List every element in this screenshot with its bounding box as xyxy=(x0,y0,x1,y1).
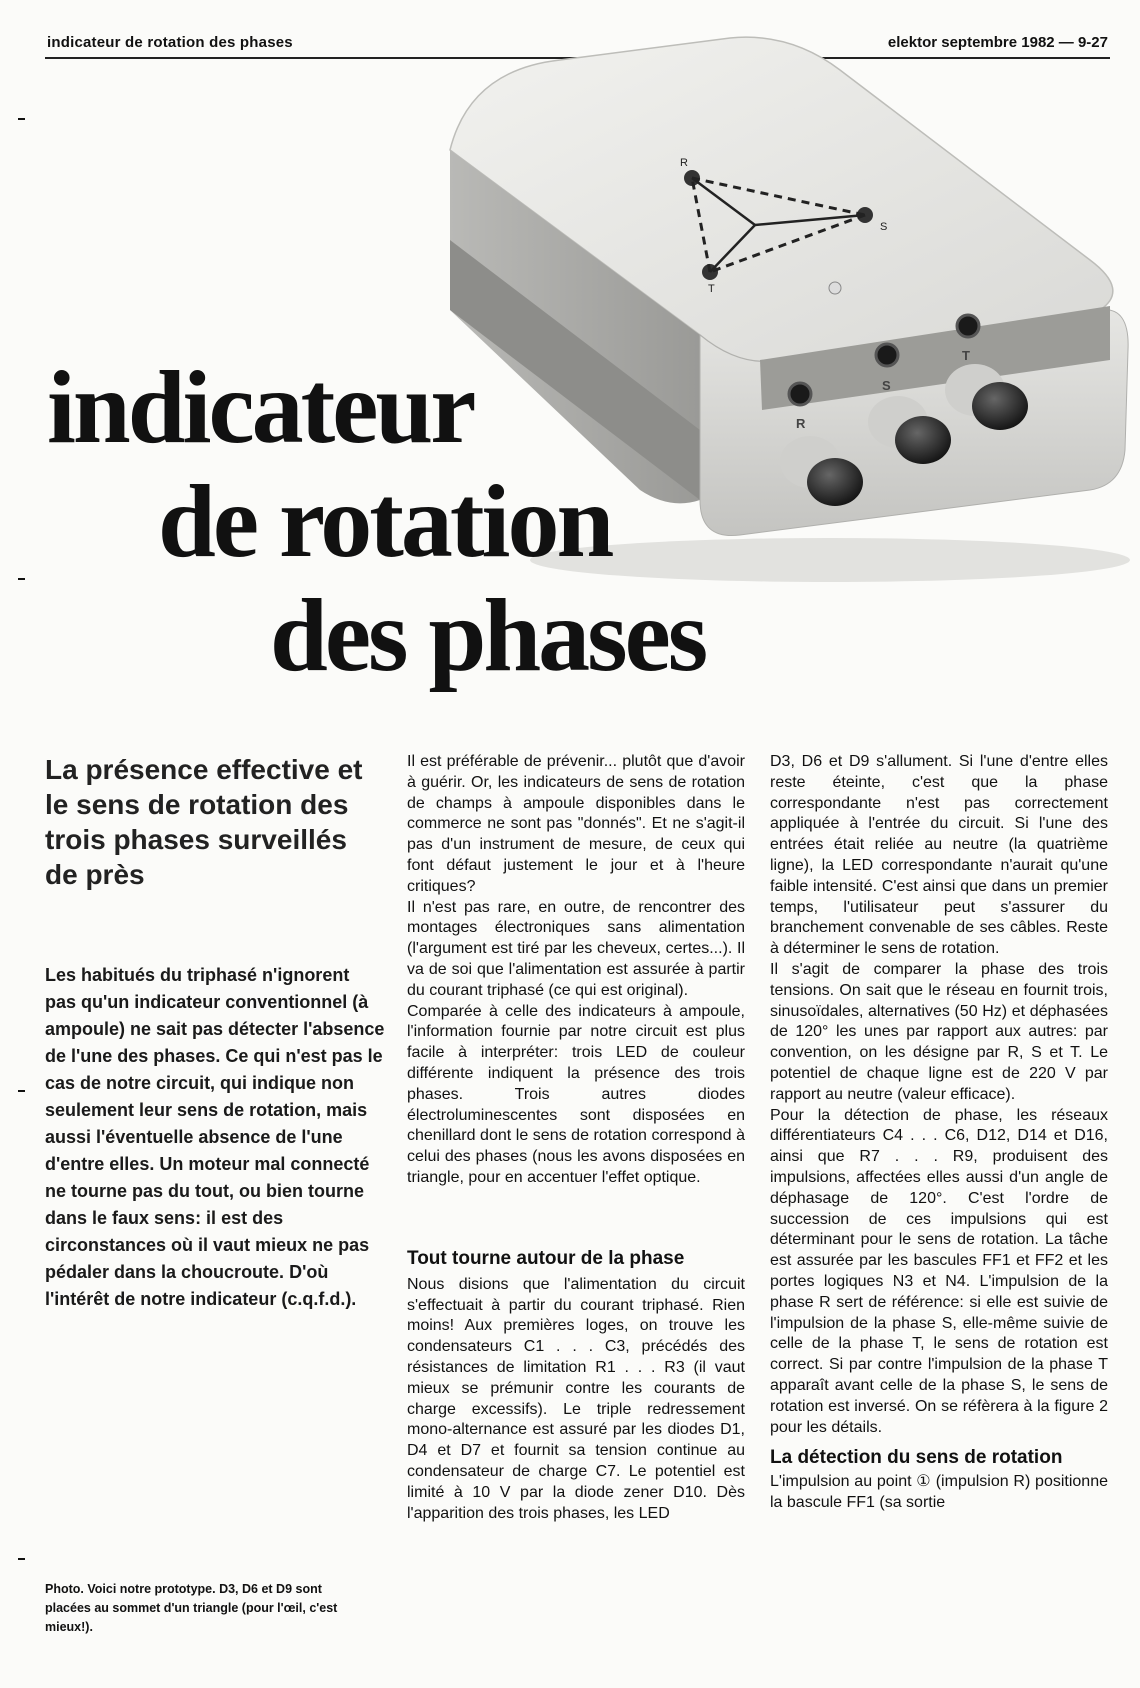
panel-label-s: S xyxy=(882,378,891,393)
subtitle: La présence effective et le sens de rotation des trois phases surveillés de près xyxy=(45,754,363,890)
section-heading: La détection du sens de rotation xyxy=(770,1447,1063,1469)
margin-mark xyxy=(18,578,25,580)
title-line-1: indicateur xyxy=(47,350,474,465)
paragraph: D3, D6 et D9 s'allument. Si l'une d'entre elles reste éteinte, c'est que la phase correspondante n'est pas correctement appliquée à l'entrée du circuit. Si l'une des entrées était reliée au neutre (la quatrième ligne), la LED correspondante n'aurait qu'une faible intensité. C'est ainsi que dans un premier temps, l'utilisateur peut s'assurer du branchement convenable de ses câbles. Reste à déterminer le sens de rotation. xyxy=(770,753,1108,958)
led-s-icon xyxy=(876,344,898,366)
led-t-icon xyxy=(957,315,979,337)
body-column-2 xyxy=(407,752,745,1524)
section-heading: Tout tourne autour de la phase xyxy=(407,1247,685,1269)
photo-caption: Photo. Voici notre prototype. D3, D6 et D9 sont placées au sommet d'un triangle (pour l'œil, c'est mieux!). xyxy=(45,1582,338,1634)
top-label-t: T xyxy=(708,283,715,295)
paragraph: Il est préférable de prévenir... plutôt que d'avoir à guérir. Or, les indicateurs de sens de rotation de champs à ampoule disponibles dans le commerce ne sont pas "donnés". Et ne s'agit-il pas d'un instrument de mesure, de ceux qui font défaut justement le jour et à l'heure critiques? xyxy=(407,753,745,895)
title-line-3: des phases xyxy=(270,578,706,693)
paragraph: Il n'est pas rare, en outre, de rencontrer des montages électroniques sans alimentation (l'argument est tiré par les cheveux, certes...). Il va de soi que l'alimentation est assurée à partir du courant triphasé (ce qui est original). xyxy=(407,898,745,999)
panel-label-r: R xyxy=(796,416,806,431)
running-header-issue: elektor septembre 1982 — 9-27 xyxy=(887,34,1108,51)
paragraph: Pour la détection de phase, les réseaux différentiateurs C4 . . . C6, D12, D14 et D16, ainsi que R7 . . . R9, produisent des impulsions, affectées elles aussi d'un angle de déphasage de 120°. C'est l'ordre de succession de ces impulsions qui est déterminant pour le sens de rotation. La tâche est assurée par les bascules FF1 et FF2 et les portes logiques N3 et N4. L'impulsion de la phase R sert de référence: si elle est suivie de l'impulsion de la phase S, elle-même suivie de celle de la phase T, le sens de rotation est correct. Si par contre l'impulsion de la phase T apparaît avant celle de la phase S, le sens de rotation est inversé. On se réfèrera à la figure 2 pour les détails. xyxy=(770,1106,1108,1436)
margin-mark xyxy=(18,1090,25,1092)
top-label-r: R xyxy=(680,157,688,169)
paragraph: Comparée à celle des indicateurs à ampoule, l'information fournie par notre circuit est plus facile à interpréter: trois LED de couleur différente indiquent la présence des trois phases. Trois autres diodes électroluminescentes sont disposées en chenillard dont le sens de rotation correspond à celui des phases (nous les avons disposées en triangle, pour en accentuer l'effet optique. xyxy=(407,1002,745,1186)
margin-mark xyxy=(18,1558,25,1560)
margin-mark xyxy=(18,118,25,120)
title-line-2: de rotation xyxy=(158,464,612,579)
led-r-icon xyxy=(789,383,811,405)
top-label-s: S xyxy=(880,221,888,233)
body-column-3 xyxy=(770,752,1108,1514)
paragraph: Nous disions que l'alimentation du circuit s'effectuait à partir du courant triphasé. Rien moins! Aux premières loges, on trouve les condensateurs C1 . . . C3, précédés des résistances de limitation R1 . . . R3 (il vaut mieux se prémunir contre les courants de charge excessifs). Le triple redressement mono-alternance est assuré par les diodes D1, D4 et D7 et fournit sa tension continue au condensateur de charge C7. Le potentiel est limité à 10 V par la diode zener D10. Dès l'apparition des trois phases, les LED xyxy=(407,1275,745,1522)
running-header-title: indicateur de rotation des phases xyxy=(47,34,293,51)
panel-label-t: T xyxy=(962,348,970,363)
intro-paragraph: Les habitués du triphasé n'ignorent pas qu'un indicateur conventionnel (à ampoule) ne sait pas détecter l'absence de l'une des phases. Ce qui n'est pas le cas de notre circuit, qui indique non seulement leur sens de rotation, mais aussi l'éventuelle absence de l'une d'entre elles. Un moteur mal connecté ne tourne pas du tout, ou bien tourne dans le faux sens: il est des circonstances où il vaut mieux ne pas pédaler dans la choucroute. D'où l'intérêt de notre indicateur (c.q.f.d.). xyxy=(45,965,385,1309)
paragraph: Il s'agit de comparer la phase des trois tensions. On sait que le réseau en fournit trois, sinusoïdales, alternatives (50 Hz) et déphasées de 120° les unes par rapport aux autres: par convention, on les désigne par R, S et T. Le potentiel de chaque ligne est de 220 V par rapport au neutre (valeur efficace). xyxy=(770,960,1108,1103)
paragraph: L'impulsion au point ① (impulsion R) positionne la bascule FF1 (sa sortie xyxy=(770,1473,1108,1512)
